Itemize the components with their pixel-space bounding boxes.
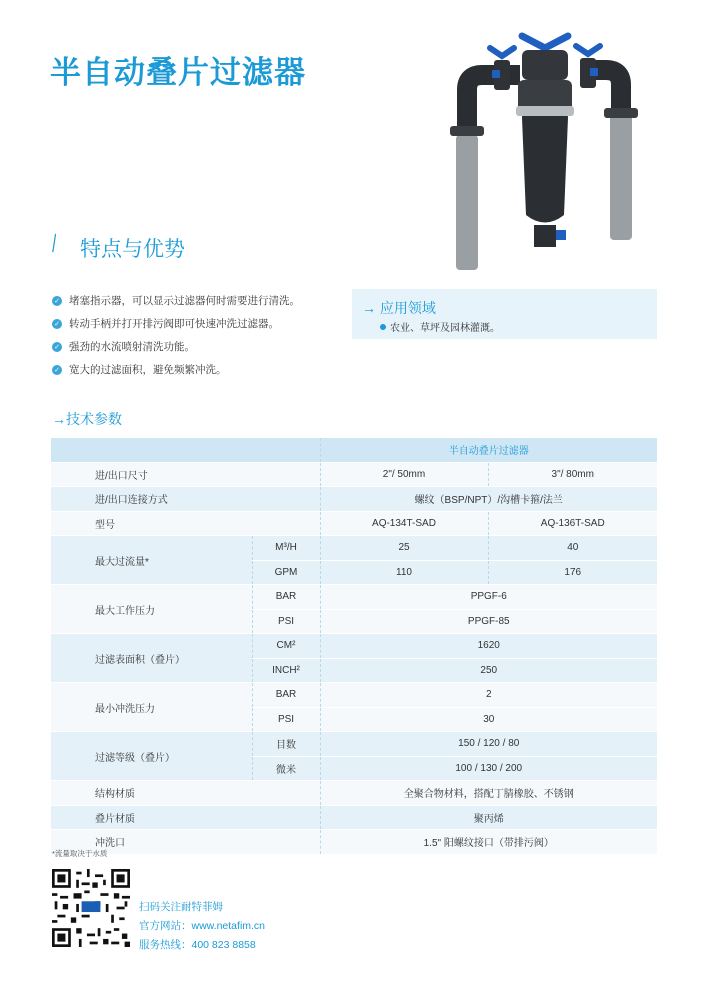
table-row: PSI 30: [51, 707, 657, 732]
table-row: INCH² 250: [51, 658, 657, 683]
check-icon: ✓: [52, 342, 62, 352]
table-row: 叠片材质 聚丙烯: [51, 805, 657, 830]
contact-block: [139, 898, 265, 955]
spec-table: [51, 438, 657, 855]
page-title: 半自动叠片过滤器: [50, 55, 306, 90]
list-item: ✓ 转动手柄并打开排污阀即可快速冲洗过滤器。: [52, 312, 300, 335]
table-row: PSI PPGF-85: [51, 609, 657, 634]
table-row: 最大过流量* M³/H 25 40: [51, 536, 657, 561]
table-row: 过滤表面积（叠片） CM² 1620: [51, 634, 657, 659]
applications-title: → 应用领域: [362, 300, 436, 316]
footnote: *流量取决于水质: [52, 849, 108, 858]
check-icon: ✓: [52, 365, 62, 375]
list-item: ✓ 堵塞指示器，可以显示过滤器何时需要进行清洗。: [52, 289, 300, 312]
hotline-text: 服务热线：400 823 8858: [139, 939, 256, 951]
table-row: 进/出口连接方式 螺纹（BSP/NPT）/沟槽卡箍/法兰: [51, 487, 657, 512]
check-icon: ✓: [52, 296, 62, 306]
scan-text: 扫码关注耐特菲姆: [139, 901, 223, 913]
table-row: 微米 100 / 130 / 200: [51, 756, 657, 781]
decorative-slash-icon: [52, 220, 56, 266]
table-row: 进/出口尺寸 2"/ 50mm 3"/ 80mm: [51, 462, 657, 487]
spec-header: 半自动叠片过滤器: [320, 438, 657, 462]
table-row: 过滤等级（叠片） 目数 150 / 120 / 80: [51, 732, 657, 757]
table-row: 最大工作压力 BAR PPGF-6: [51, 585, 657, 610]
table-row: 冲洗口 1.5" 阳螺纹接口（带排污阀）: [51, 830, 657, 855]
list-item: ✓ 强劲的水流喷射清洗功能。: [52, 335, 300, 358]
application-item: 农业、草坪及园林灌溉。: [380, 319, 500, 334]
table-row: 型号 AQ-134T-SAD AQ-136T-SAD: [51, 511, 657, 536]
table-row: GPM 110 176: [51, 560, 657, 585]
bullet-icon: [380, 324, 386, 330]
qr-code-icon[interactable]: [52, 869, 130, 947]
check-icon: ✓: [52, 319, 62, 329]
filter-product-image: [430, 30, 670, 275]
features-list: [52, 289, 300, 381]
table-row: [51, 438, 657, 462]
tech-params-title: →技术参数: [52, 411, 122, 427]
features-title: 特点与优势: [80, 238, 185, 261]
table-row: 结构材质 全聚合物材料，搭配丁腈橡胶、不锈钢: [51, 781, 657, 806]
table-row: 最小冲洗压力 BAR 2: [51, 683, 657, 708]
list-item: ✓ 宽大的过滤面积，避免频繁冲洗。: [52, 358, 300, 381]
website-link[interactable]: 官方网站：www.netafim.cn: [139, 920, 266, 932]
